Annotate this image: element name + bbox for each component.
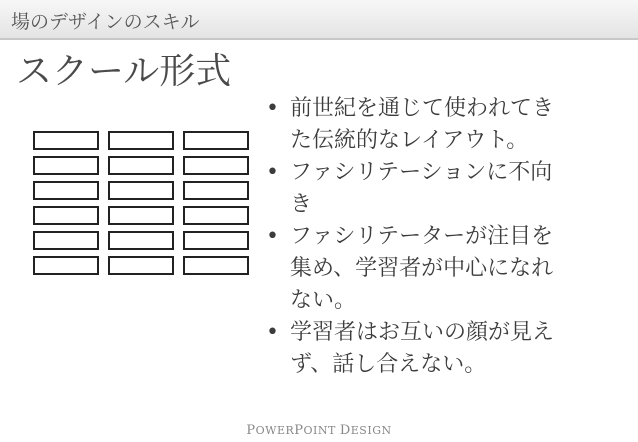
bullet-item [264, 317, 624, 381]
slide-title: スクール形式 [16, 51, 232, 92]
footer-brand: POWERPOINT DESIGN [246, 423, 392, 438]
desk-rect [33, 156, 99, 175]
bullet-dot-icon: • [266, 224, 279, 249]
bullet-list [264, 93, 624, 381]
header-bar [0, 0, 638, 38]
bullet-line: き [290, 192, 313, 217]
bullet-dot-icon: • [266, 96, 279, 121]
desk-rect [183, 156, 249, 175]
bullet-dot-icon: • [266, 320, 279, 345]
bullet-line: た伝統的なレイアウト。 [290, 128, 529, 153]
header-divider [0, 38, 638, 40]
desk-rect [33, 131, 99, 150]
desk-rect [33, 231, 99, 250]
desk-rect [183, 256, 249, 275]
desk-rect [33, 181, 99, 200]
bullet-item [264, 221, 624, 317]
desk-rect [108, 131, 174, 150]
bullet-line: ず、話し合えない。 [290, 352, 487, 377]
desk-rect [108, 156, 174, 175]
desk-rect [33, 206, 99, 225]
bullet-line: ファシリテーションに不向 [290, 160, 553, 185]
desk-rect [108, 206, 174, 225]
desk-rect [108, 256, 174, 275]
desk-rect [183, 231, 249, 250]
bullet-item [264, 157, 624, 221]
desk-rect [108, 231, 174, 250]
desk-rect [183, 181, 249, 200]
desk-rect [183, 206, 249, 225]
bullet-line: ファシリテーターが注目を [290, 224, 554, 249]
bullet-dot-icon: • [266, 160, 279, 185]
bullet-line: ない。 [290, 288, 357, 313]
header-title: 場のデザインのスキル [11, 11, 200, 33]
bullet-line: 集め、学習者が中心になれ [290, 256, 554, 281]
bullet-line: 学習者はお互いの顔が見え [290, 320, 555, 345]
school-layout-diagram [33, 131, 249, 275]
desk-rect [108, 181, 174, 200]
bullet-item [264, 93, 624, 157]
bullet-line: 前世紀を通じて使われてき [290, 96, 555, 121]
desk-rect [183, 131, 249, 150]
desk-rect [33, 256, 99, 275]
